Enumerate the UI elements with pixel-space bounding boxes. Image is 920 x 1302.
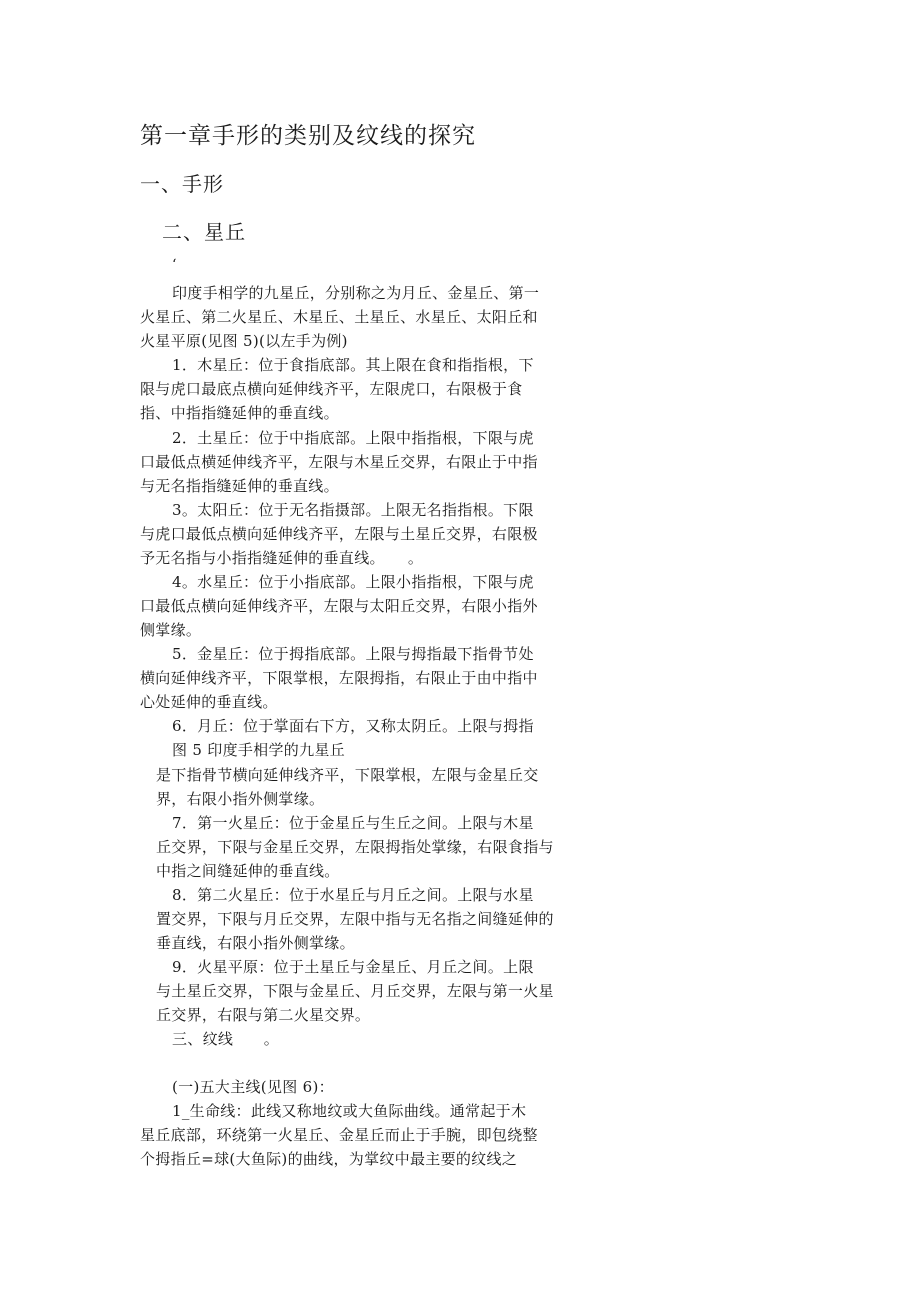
paragraph-line: 4。水星丘：位于小指底部。上限小指指根，下限与虎	[172, 573, 534, 591]
paragraph-line: 丘交界，右限与第二火星交界。	[156, 1006, 371, 1024]
paragraph-line: 与虎口最低点横向延伸线齐平，左限与土星丘交界，右限极	[140, 525, 538, 543]
paragraph-line: 5．金星丘：位于拇指底部。上限与拇指最下指骨节处	[172, 645, 534, 663]
figure-caption: 图 5 印度手相学的九星丘	[172, 741, 345, 759]
paragraph-line: 8．第二火星丘：位于水星丘与月丘之间。上限与水星	[172, 886, 534, 904]
paragraph-line: 与土星丘交界，下限与金星丘、月丘交界，左限与第一火星	[156, 982, 554, 1000]
paragraph-line: 限与虎口最底点横向延伸线齐平，左限虎口，右限极于食	[140, 380, 523, 398]
paragraph-line: 印度手相学的九星丘，分别称之为月丘、金星丘、第一	[172, 284, 540, 302]
paragraph-line: 侧掌缘。	[140, 621, 202, 639]
paragraph-line: 火星平原(见图 5)(以左手为例)	[140, 332, 348, 350]
paragraph-line: 指、中指指缝延伸的垂直线。	[140, 404, 339, 422]
paragraph-line: 9．火星平原：位于土星丘与金星丘、月丘之间。上限	[172, 958, 534, 976]
section-heading-mounts: 二、星丘	[162, 220, 246, 244]
paragraph-line: 星丘底部，环绕第一火星丘、金星丘而止于手腕，即包绕整	[140, 1126, 538, 1144]
paragraph-line: 垂直线，右限小指外侧掌缘。	[156, 934, 355, 952]
paragraph-line: 7．第一火星丘：位于金星丘与生丘之间。上限与木星	[172, 814, 534, 832]
paragraph-line: 1．木星丘：位于食指底部。其上限在食和指指根，下	[172, 356, 534, 374]
stray-mark: ‘	[172, 257, 177, 273]
paragraph-line: 丘交界，下限与金星丘交界，左限拇指处掌缘，右限食指与	[156, 838, 554, 856]
paragraph-line: 口最低点横向延伸线齐平，左限与太阳丘交界，右限小指外	[140, 597, 538, 615]
paragraph-line: 1_生命线：此线又称地纹或大鱼际曲线。通常起于木	[172, 1102, 527, 1120]
paragraph-line: 予无名指与小指指缝延伸的垂直线。 。	[140, 549, 424, 567]
paragraph-line: 个拇指丘=球(大鱼际)的曲线，为掌纹中最主要的纹线之	[140, 1150, 518, 1168]
chapter-title: 第一章手形的类别及纹线的探究	[140, 123, 476, 149]
paragraph-line: 心处延伸的垂直线。	[140, 693, 278, 711]
paragraph-line: 口最低点横延伸线齐平，左限与木星丘交界，右限止于中指	[140, 453, 538, 471]
paragraph-line: 界，右限小指外侧掌缘。	[156, 790, 325, 808]
paragraph-line: 6．月丘：位于掌面右下方，又称太阴丘。上限与拇指	[172, 717, 534, 735]
paragraph-line: 是下指骨节横向延伸线齐平，下限掌根，左限与金星丘交	[156, 766, 539, 784]
paragraph-line: 中指之间缝延伸的垂直线。	[156, 862, 340, 880]
paragraph-line: 2．土星丘：位于中指底部。上限中指指根，下限与虎	[172, 429, 534, 447]
paragraph-line: 与无名指指缝延伸的垂直线。	[140, 477, 339, 495]
paragraph-line: 横向延伸线齐平，下限掌根，左限拇指，右限止于由中指中	[140, 669, 538, 687]
section-heading-hand-shape: 一、手形	[140, 172, 224, 196]
subsection-heading-major-lines: (一)五大主线(见图 6)：	[172, 1078, 334, 1096]
section-heading-palm-lines: 三、纹线 。	[172, 1030, 280, 1048]
paragraph-line: 3。太阳丘：位于无名指摄部。上限无名指指根。下限	[172, 501, 534, 519]
paragraph-line: 置交界，下限与月丘交界，左限中指与无名指之间缝延伸的	[156, 910, 554, 928]
paragraph-line: 火星丘、第二火星丘、木星丘、土星丘、水星丘、太阳丘和	[140, 308, 538, 326]
